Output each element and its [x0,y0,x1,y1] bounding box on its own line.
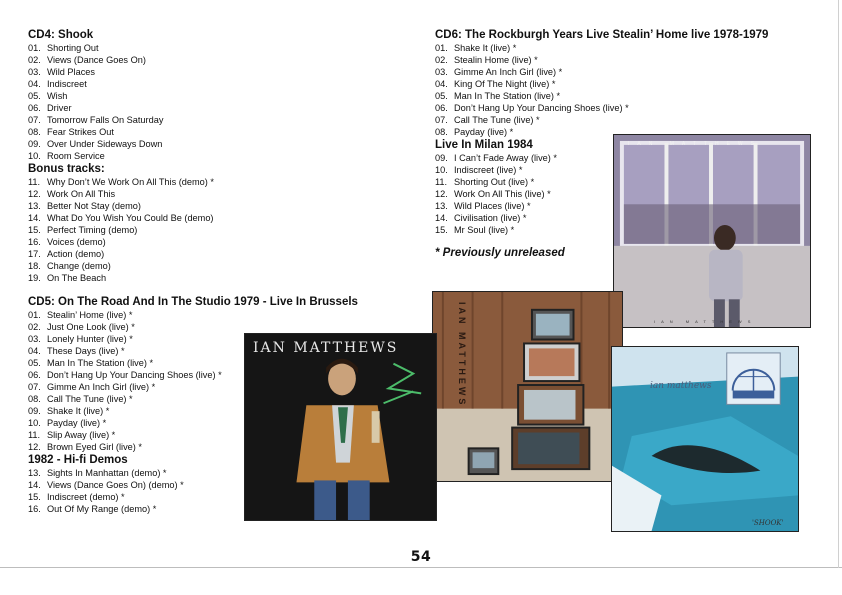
previously-unreleased-note: * Previously unreleased [435,247,565,259]
track-item [28,90,214,102]
track-title: Don’t Hang Up Your Dancing Shoes (live) * [47,370,222,380]
track-item [435,114,768,126]
track-number: 19. [28,273,41,283]
cd6-track-list [435,42,768,138]
track-number: 06. [435,103,448,113]
track-title: Voices (demo) [47,237,106,247]
track-number: 07. [435,115,448,125]
track-number: 17. [28,249,41,259]
track-number: 05. [435,91,448,101]
cd4-section [28,28,214,284]
track-title: Out Of My Range (demo) * [47,504,157,514]
track-title: On The Beach [47,273,107,283]
track-number: 14. [28,213,41,223]
album-cover-shook [611,346,799,532]
track-title: Gimme An Inch Girl (live) * [47,382,156,392]
track-item [28,272,214,284]
track-title: Call The Tune (live) * [454,115,540,125]
page-number: 54 [410,549,432,565]
track-title: Payday (live) * [47,418,107,428]
track-title: Shorting Out [47,43,99,53]
cd4-track-list [28,42,214,162]
track-title: Slip Away (live) * [47,430,116,440]
track-title: Views (Dance Goes On) [47,55,146,65]
track-item [28,224,214,236]
track-title: Over Under Sideways Down [47,139,163,149]
shook-cover-title: 'SHOOK' [752,519,784,527]
cd4-bonus-list [28,176,214,284]
track-title: Fear Strikes Out [47,127,114,137]
track-title: Indiscreet (demo) * [47,492,125,502]
track-title: Perfect Timing (demo) [47,225,138,235]
track-item [28,176,214,188]
track-item [28,126,214,138]
track-item [28,236,214,248]
track-number: 08. [28,127,41,137]
track-number: 10. [435,165,448,175]
track-item [435,66,768,78]
track-item [28,309,358,321]
track-title: Change (demo) [47,261,111,271]
track-number: 13. [435,201,448,211]
ian-matthews-artwork [245,334,436,520]
track-number: 06. [28,370,41,380]
track-number: 11. [435,177,448,187]
track-number: 03. [435,67,448,77]
track-number: 14. [435,213,448,223]
track-title: Indiscreet (live) * [454,165,523,175]
track-number: 03. [28,334,41,344]
track-number: 10. [28,418,41,428]
track-item [435,54,768,66]
shook-artwork [612,347,798,531]
track-title: King Of The Night (live) * [454,79,556,89]
track-number: 09. [28,139,41,149]
track-title: Work On All This (live) * [454,189,551,199]
track-number: 08. [28,394,41,404]
track-title: Shake It (live) * [454,43,517,53]
track-title: Views (Dance Goes On) (demo) * [47,480,184,490]
track-item [28,212,214,224]
track-number: 12. [28,442,41,452]
track-item [28,248,214,260]
track-title: Indiscreet [47,79,87,89]
track-title: Better Not Stay (demo) [47,201,141,211]
track-title: Stealin’ Home (live) * [47,310,133,320]
track-title: Brown Eyed Girl (live) * [47,442,142,452]
track-number: 08. [435,127,448,137]
track-title: Mr Soul (live) * [454,225,515,235]
cd5-title: CD5: On The Road And In The Studio 1979 - Live In Brussels [28,296,358,308]
track-number: 06. [28,103,41,113]
track-item [435,78,768,90]
track-number: 02. [435,55,448,65]
track-item [435,42,768,54]
track-item [28,321,358,333]
track-number: 01. [435,43,448,53]
cd6-milan-title: Live In Milan 1984 [435,139,533,151]
track-title: Wish [47,91,68,101]
track-title: Payday (live) * [454,127,514,137]
track-number: 07. [28,115,41,125]
track-title: Room Service [47,151,105,161]
page-bottom-rule [0,567,842,568]
track-number: 11. [28,430,41,440]
track-number: 15. [28,492,41,502]
track-number: 07. [28,382,41,392]
stealin-home-artwork [614,135,810,327]
track-number: 13. [28,201,41,211]
stealin-home-cover-text: IAN MATTHEWS [628,141,762,147]
track-number: 16. [28,237,41,247]
track-title: Tomorrow Falls On Saturday [47,115,164,125]
track-number: 09. [28,406,41,416]
track-title: Driver [47,103,72,113]
track-title: Just One Look (live) * [47,322,135,332]
track-number: 04. [28,79,41,89]
track-title: Don’t Hang Up Your Dancing Shoes (live) * [454,103,629,113]
track-item [28,66,214,78]
album-cover-ian-matthews [244,333,437,521]
track-title: Action (demo) [47,249,105,259]
track-title: Gimme An Inch Girl (live) * [454,67,563,77]
track-title: I Can’t Fade Away (live) * [454,153,557,163]
track-item [28,78,214,90]
track-title: Shake It (live) * [47,406,110,416]
track-item [28,54,214,66]
track-title: Stealin Home (live) * [454,55,538,65]
track-title: Lonely Hunter (live) * [47,334,133,344]
track-item [28,260,214,272]
album-cover-stealin-home [613,134,811,328]
album-cover-siamese-friends [432,291,623,482]
track-number: 02. [28,55,41,65]
track-item [28,102,214,114]
track-item [28,114,214,126]
cd6-title: CD6: The Rockburgh Years Live Stealin’ Home live 1978-1979 [435,29,769,41]
track-title: Work On All This [47,189,116,199]
track-item [28,42,214,54]
track-item [28,138,214,150]
track-item [28,188,214,200]
track-number: 05. [28,358,41,368]
track-title: These Days (live) * [47,346,125,356]
track-title: Shorting Out (live) * [454,177,535,187]
track-number: 10. [28,151,41,161]
track-title: Wild Places (live) * [454,201,531,211]
track-number: 16. [28,504,41,514]
track-title: Man In The Station (live) * [454,91,561,101]
track-number: 02. [28,322,41,332]
stealin-home-cover-text-bottom: IAN MATTHEWS [654,319,757,324]
track-item [28,150,214,162]
track-number: 01. [28,43,41,53]
track-number: 15. [28,225,41,235]
track-number: 04. [435,79,448,89]
ian-matthews-cover-logo: IAN MATTHEWS [253,340,399,356]
track-number: 15. [435,225,448,235]
page-right-edge [838,0,839,568]
cd5-demos-title: 1982 - Hi-fi Demos [28,454,128,466]
track-title: Civilisation (live) * [454,213,527,223]
cd4-title: CD4: Shook [28,29,94,41]
track-number: 14. [28,480,41,490]
siamese-friends-cover-text: IAN MATTHEWS [457,302,467,408]
track-number: 03. [28,67,41,77]
track-title: Sights In Manhattan (demo) * [47,468,167,478]
track-number: 13. [28,468,41,478]
track-number: 11. [28,177,41,187]
cd4-bonus-title: Bonus tracks: [28,163,105,175]
track-number: 12. [28,189,41,199]
track-item [28,200,214,212]
track-number: 18. [28,261,41,271]
track-title: Wild Places [47,67,95,77]
track-title: Man In The Station (live) * [47,358,154,368]
shook-cover-artist: ian matthews [650,381,712,391]
track-title: What Do You Wish You Could Be (demo) [47,213,214,223]
track-title: Why Don’t We Work On All This (demo) * [47,177,214,187]
track-title: Call The Tune (live) * [47,394,133,404]
track-number: 05. [28,91,41,101]
track-number: 01. [28,310,41,320]
track-number: 04. [28,346,41,356]
track-number: 09. [435,153,448,163]
track-item [435,102,768,114]
track-item [435,90,768,102]
track-number: 12. [435,189,448,199]
